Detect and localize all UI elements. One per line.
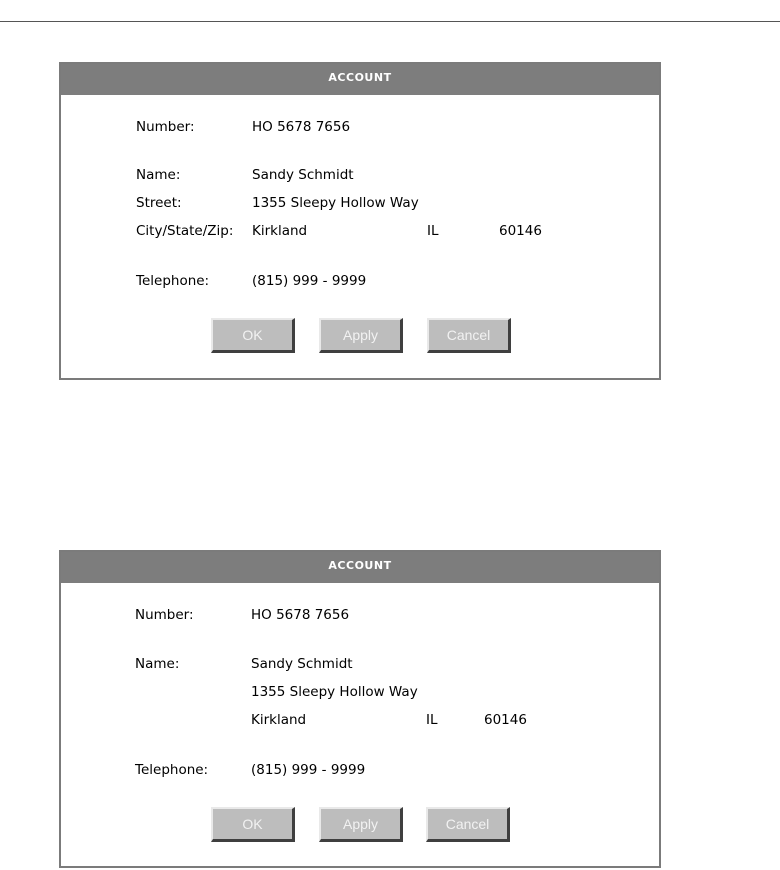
telephone-label: Telephone: [136,273,210,289]
name-label: Name: [136,167,181,183]
name-value: Sandy Schmidt [251,656,353,672]
telephone-value: (815) 999 - 9999 [252,273,367,289]
number-value: HO 5678 7656 [252,119,351,135]
telephone-label: Telephone: [135,762,209,778]
zip-value: 60146 [499,223,542,239]
dialog-title: ACCOUNT [61,64,659,95]
name-label: Name: [135,656,180,672]
number-label: Number: [135,607,194,623]
number-label: Number: [136,119,195,135]
dialog-title: ACCOUNT [61,552,659,583]
zip-value: 60146 [484,712,527,728]
ok-button[interactable]: OK [211,318,295,353]
apply-button[interactable]: Apply [319,318,403,353]
ok-button[interactable]: OK [211,807,295,842]
street-value: 1355 Sleepy Hollow Way [251,684,418,700]
apply-button[interactable]: Apply [319,807,403,842]
name-value: Sandy Schmidt [252,167,354,183]
number-value: HO 5678 7656 [251,607,350,623]
city-value: Kirkland [251,712,307,728]
state-value: IL [427,223,439,239]
city-value: Kirkland [252,223,308,239]
street-value: 1355 Sleepy Hollow Way [252,195,419,211]
city-state-zip-label: City/State/Zip: [136,223,234,239]
cancel-button[interactable]: Cancel [426,807,510,842]
account-dialog-labeled [59,62,661,380]
state-value: IL [426,712,438,728]
telephone-value: (815) 999 - 9999 [251,762,366,778]
top-divider [0,21,780,22]
cancel-button[interactable]: Cancel [427,318,511,353]
street-label: Street: [136,195,182,211]
account-dialog-grouped [59,550,661,868]
